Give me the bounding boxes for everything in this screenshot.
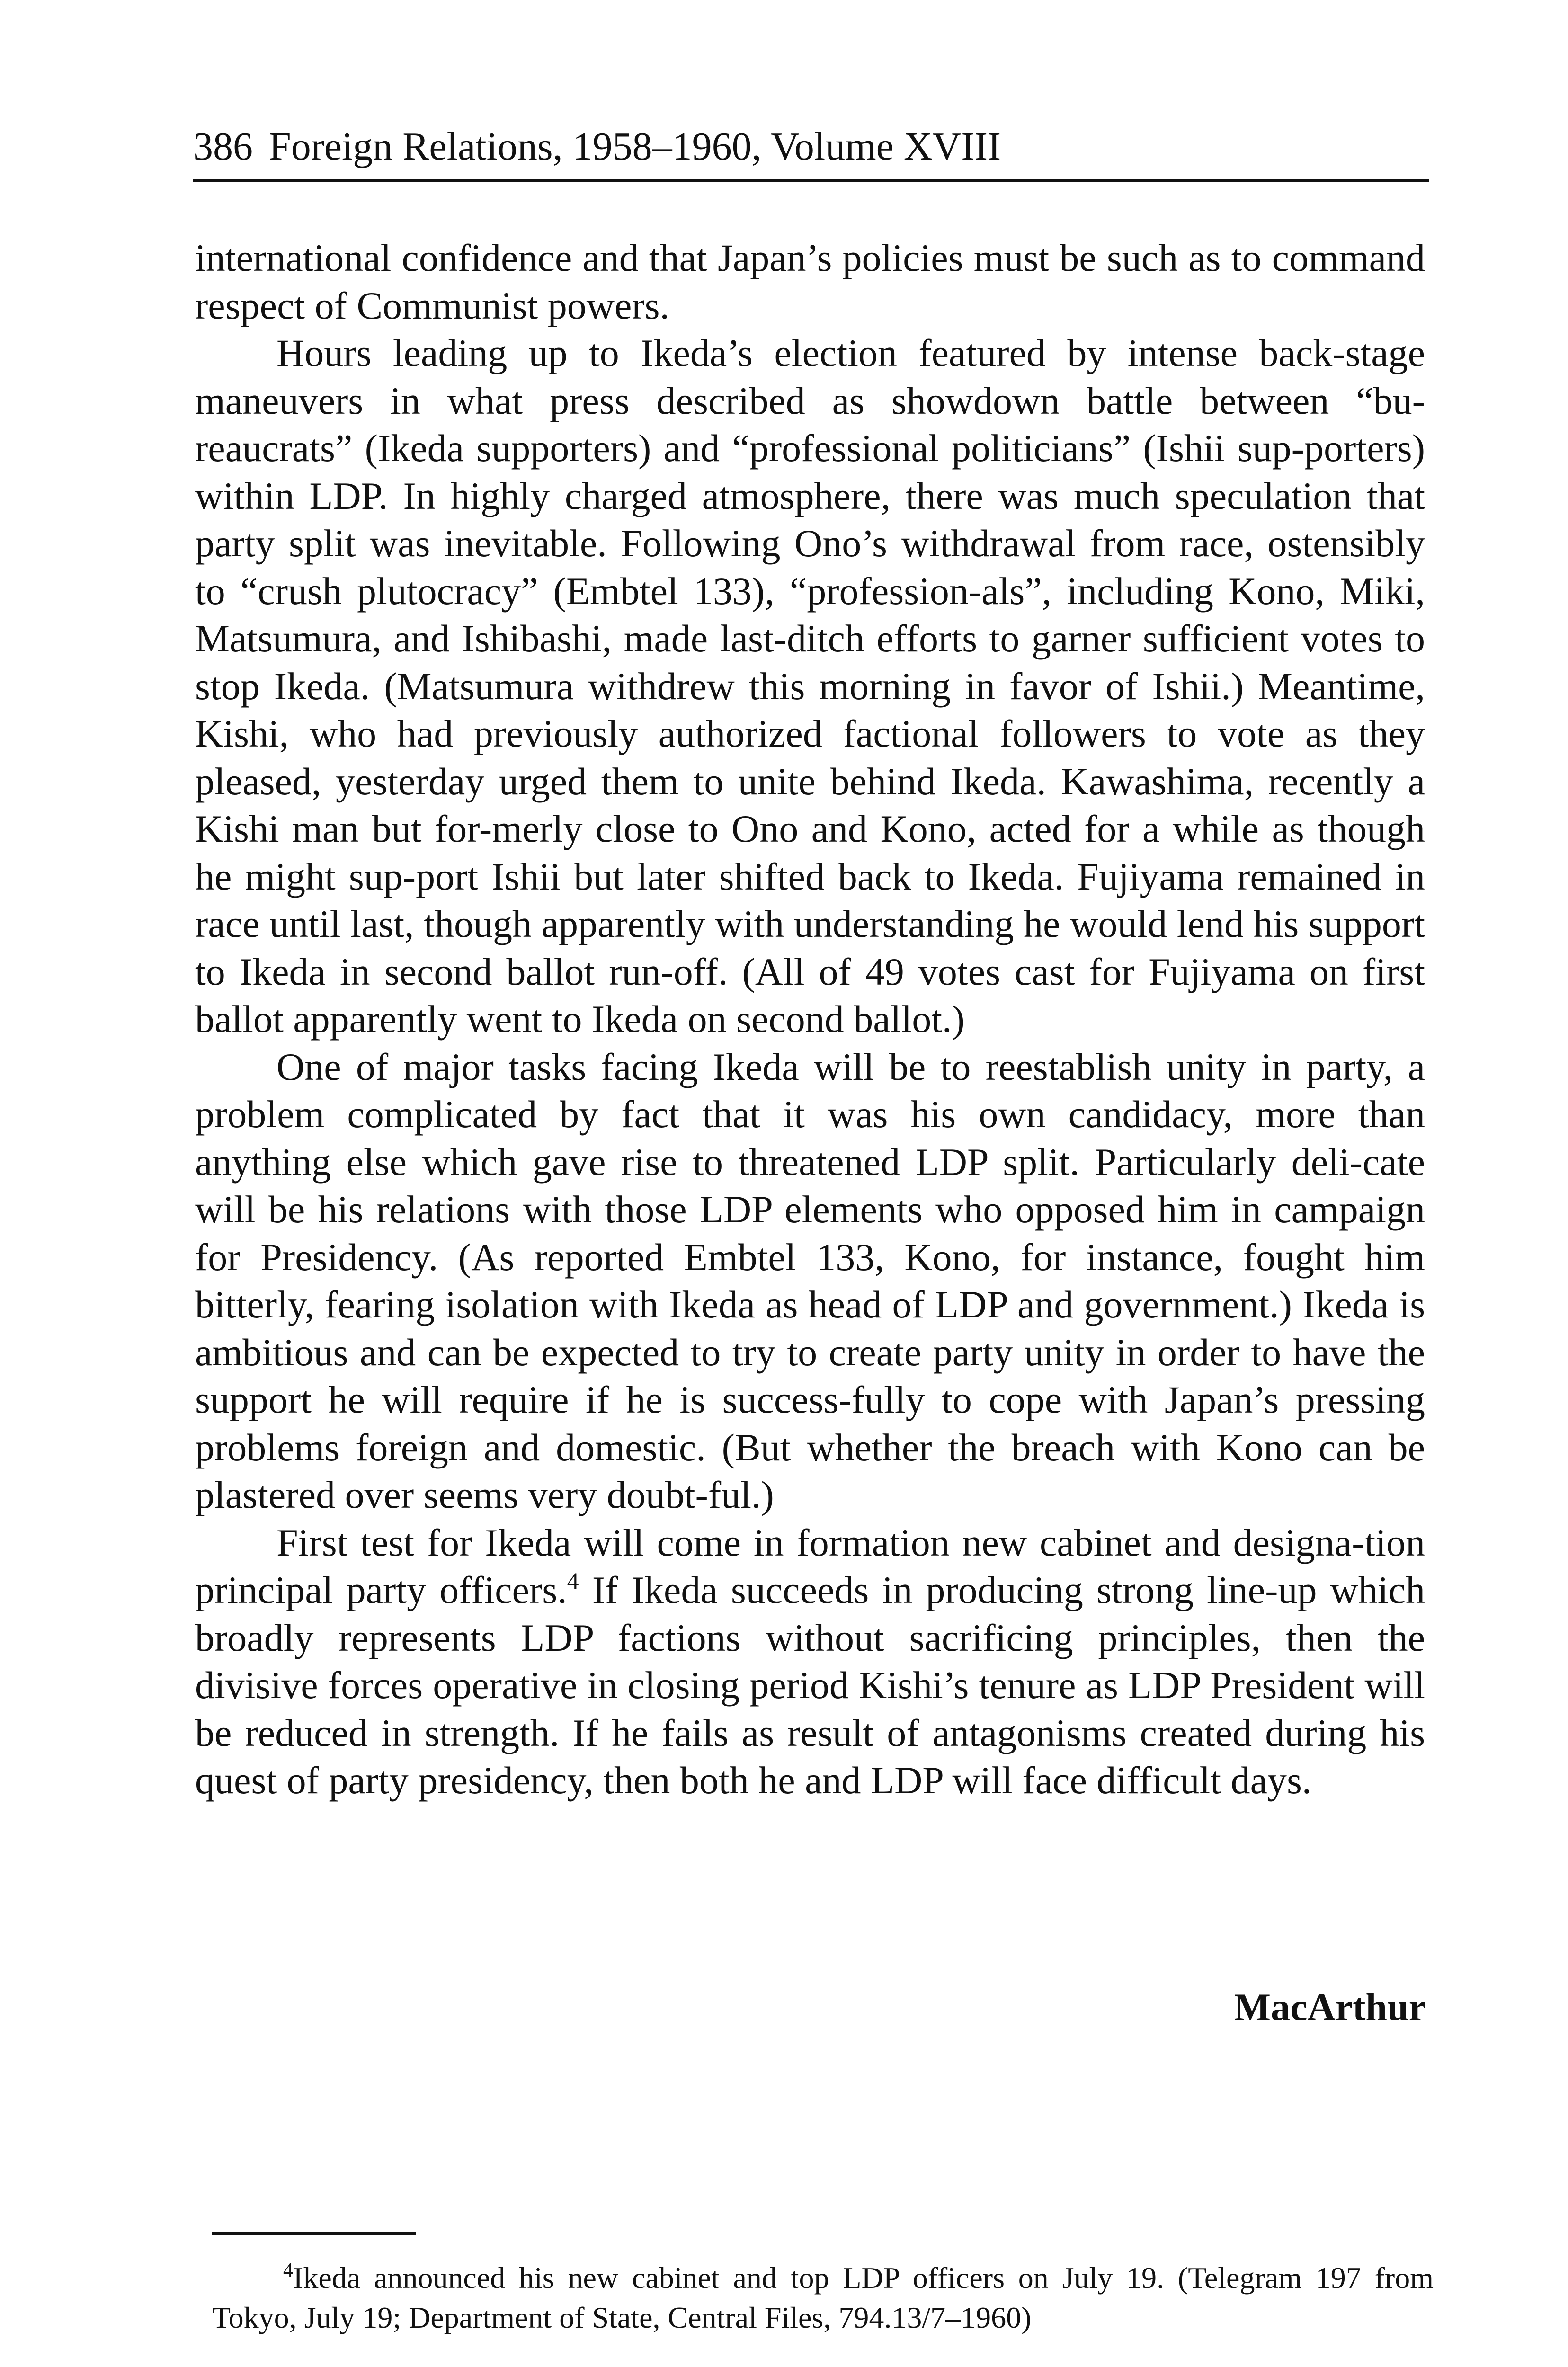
- paragraph-unity: One of major tasks facing Ikeda will be to reestablish unity in party, a problem complicated by fact that it was his own candidacy, more than anything else which gave rise to threatened LDP split. Particularly deli-cate will be his relations with those LDP elements who opposed him in campaign for Presidency. (As reported Embtel 133, Kono, for instance, fought him bitterly, fearing isolation with Ikeda as head of LDP and government.) Ikeda is ambitious and can be expected to try to create party unity in order to have the support he will require if he is success-fully to cope with Japan’s pressing problems foreign and domestic. (But whether the breach with Kono can be plastered over seems very doubt-ful.): [195, 1045, 1425, 1516]
- paragraph-election: Hours leading up to Ikeda’s election featured by intense back-stage maneuvers in what press described as showdown battle between “bu-reaucrats” (Ikeda supporters) and “professional politicians” (Ishii sup-porters) within LDP. In highly charged atmosphere, there was much speculation that party split was inevitable. Following Ono’s withdrawal from race, ostensibly to “crush plutocracy” (Embtel 133), “profession-als”, including Kono, Miki, Matsumura, and Ishibashi, made last-ditch efforts to garner sufficient votes to stop Ikeda. (Matsumura withdrew this morning in favor of Ishii.) Meantime, Kishi, who had previously authorized factional followers to vote as they pleased, yesterday urged them to unite behind Ikeda. Kawashima, recently a Kishi man but for-merly close to Ono and Kono, acted for a while as though he might sup-port Ishii but later shifted back to Ikeda. Fujiyama remained in race until last, though apparently with understanding he would lend his support to Ikeda in second ballot run-off. (All of 49 votes cast for Fujiyama on first ballot apparently went to Ikeda on second ballot.): [195, 331, 1425, 1041]
- paragraph-first-test-rest: If Ikeda succeeds in producing strong line-up which broadly represents LDP factions without sacrificing principles, then the divisive forces operative in closing period Kishi’s tenure as LDP President will be reduced in strength. If he fails as result of antagonisms created during his quest of party presidency, then both he and LDP will face difficult days.: [195, 1568, 1425, 1802]
- footnote-text: Ikeda announced his new cabinet and top LDP officers on July 19. (Telegram 197 from Tokyo, July 19; Department of State, Central Files, 794.13/7–1960): [212, 2261, 1434, 2334]
- footnote-reference: 4: [567, 1567, 579, 1594]
- footnote-marker: 4: [283, 2260, 293, 2281]
- paragraph-continued: international confidence and that Japan’s policies must be such as to command respect of Communist powers.: [195, 236, 1425, 327]
- running-head: [193, 121, 1429, 173]
- footnote: [212, 2258, 1434, 2338]
- footnote-rule: [212, 2232, 416, 2235]
- volume-title: Foreign Relations, 1958–1960, Volume XVIII: [269, 125, 1001, 169]
- paragraph-first-test: [195, 1519, 1425, 1805]
- page-number: 386: [193, 125, 253, 169]
- paragraph-first-test-lead: First test for Ikeda will come in formation new cabinet and designa-tion principal party officers.: [195, 1521, 1425, 1611]
- body-text: [195, 234, 1425, 1805]
- signature: MacArthur: [1234, 1985, 1426, 2029]
- header-rule: [193, 179, 1429, 182]
